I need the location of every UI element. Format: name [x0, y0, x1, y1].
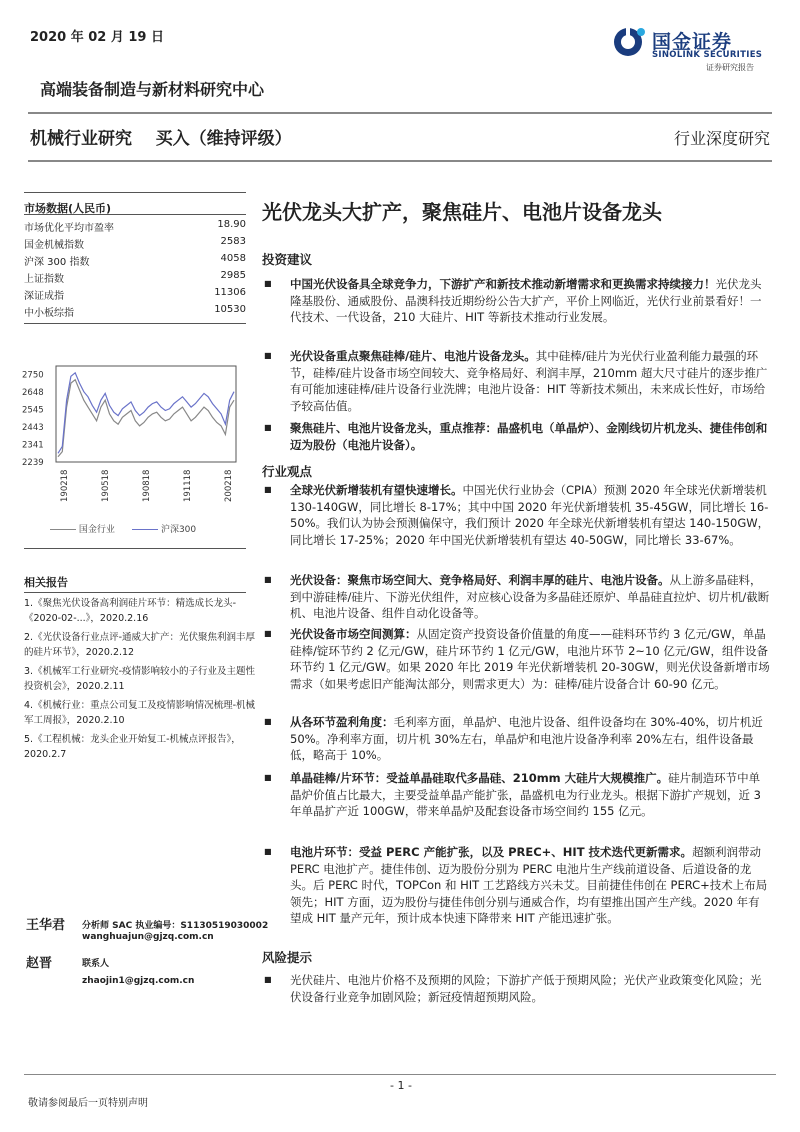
point-bold: 聚焦硅片、电池片设备龙头，重点推荐：晶盛机电（单晶炉）、金刚线切片机龙头、捷佳伟创和迈为股份（电池片设备）。: [290, 421, 768, 452]
related-item[interactable]: 2.《光伏设备行业点评-通威大扩产：光伏聚焦利润丰厚的硅片环节》，2020.2.12: [24, 632, 255, 658]
view-point: [264, 770, 770, 820]
invest-point: [264, 420, 770, 453]
y-tick-label: 2648: [22, 388, 44, 399]
point-bold: 单晶硅棒/片环节：受益单晶硅取代多晶硅、210mm 大硅片大规模推广。: [290, 771, 669, 785]
market-label: 上证指数: [24, 274, 64, 285]
bullet-icon: ■: [264, 717, 272, 726]
market-rule: [24, 214, 246, 215]
section-invest: 投资建议: [262, 252, 313, 267]
logo-name: 国金证券: [652, 31, 733, 53]
y-tick-label: 2341: [22, 440, 44, 451]
point-bold: 光伏设备：聚焦市场空间大、竞争格局好、利润丰厚的硅片、电池片设备。: [290, 573, 670, 587]
point-bold: 从各环节盈利角度：: [290, 715, 394, 729]
legend-label: 国金行业: [78, 525, 115, 535]
contact-role: 联系人: [82, 959, 110, 969]
market-value: 18.90: [217, 219, 246, 230]
index-chart: [22, 360, 248, 520]
chart-rule: [24, 548, 246, 549]
point-text: 从固定资产投资设备价值量的角度——硅料环节约 3 亿元/GW，单晶硅棒/锭环节约 2 亿元/GW，硅片环节约 1 亿元/GW，电池片环节 2~10 亿元/GW，组件设备环节约 1 亿元/GW。如果 2020 年比 2019 年光伏新增装机 20-30GW，则光伏设备新增市场需求（如果考虑旧产能淘汰部分，则需求更大）为：硅棒/硅片设备合计 60-90 亿元。: [290, 627, 770, 691]
point-text: 光伏龙头隆基股份、通威股份、晶澳科技近期纷纷公告大扩产，平价上网临近，光伏行业前景看好！一代技术、一代设备，210 大硅片、HIT 等新技术推动行业发展。: [290, 277, 762, 324]
market-label: 国金机械指数: [24, 240, 84, 251]
plot-frame: [56, 366, 236, 462]
section-risk: 风险提示: [262, 950, 313, 965]
bullet-icon: ■: [264, 575, 272, 584]
x-tick-label: 200218: [224, 469, 234, 502]
point-bold: 全球光伏新增装机有望快速增长。: [290, 483, 463, 497]
related-item[interactable]: 5.《工程机械：龙头企业开始复工-机械点评报告》，2020.2.7: [24, 734, 241, 760]
logo-sub: 证券研究报告: [706, 63, 754, 72]
x-tick-label: 190818: [142, 469, 152, 502]
author-email[interactable]: wanghuajun@gjzq.com.cn: [82, 932, 214, 942]
rating: 机械行业研究 买入（维持评级）: [30, 129, 292, 149]
market-label: 市场优化平均市盈率: [24, 223, 114, 234]
y-tick-label: 2239: [22, 458, 44, 468]
related-item[interactable]: 1.《聚焦光伏设备高利润硅片环节：精选成长龙头-《2020-02-...》，2020.2.16: [24, 598, 236, 624]
market-row: [24, 304, 246, 321]
market-value: 4058: [220, 253, 246, 264]
y-tick-label: 2750: [22, 370, 44, 381]
view-point: [264, 714, 770, 764]
market-label: 沪深 300 指数: [24, 257, 90, 268]
market-value: 2583: [220, 236, 246, 247]
section-view: 行业观点: [262, 464, 313, 479]
contact-name: 赵晋: [26, 956, 53, 971]
market-row: [24, 236, 246, 253]
report-type: 行业深度研究: [673, 129, 770, 148]
point-bold: 中国光伏设备具全球竞争力，下游扩产和新技术推动新增需求和更换需求持续接力！: [290, 277, 716, 291]
risk-text: 光伏硅片、电池片价格不及预期的风险；下游扩产低于预期风险；光伏产业政策变化风险；光伏设备行业竞争加剧风险；新冠疫情超预期风险。: [290, 973, 762, 1004]
header-divider: [28, 112, 772, 114]
x-tick-label: 190218: [60, 469, 70, 502]
related-item[interactable]: 3.《机械军工行业研究-疫情影响较小的子行业及主题性投资机会》，2020.2.11: [24, 666, 255, 692]
point-text: 硅片制造环节中单晶炉价值占比最大，主要受益单晶产能扩张，晶盛机电为行业龙头。根据下游扩产规划，近 3 年单晶扩产近 100GW，带来单晶炉及配套设备市场空间约 155 亿元。: [290, 771, 761, 818]
market-rule-bottom: [24, 323, 246, 324]
view-point: [264, 482, 770, 548]
contact-email[interactable]: zhaojin1@gjzq.com.cn: [82, 976, 195, 986]
bullet-icon: ■: [264, 629, 272, 638]
bullet-icon: ■: [264, 351, 272, 360]
author-name: 王华君: [26, 918, 66, 933]
market-value: 2985: [220, 270, 246, 281]
legend-line-icon: [50, 529, 76, 530]
view-point: [264, 626, 770, 692]
invest-point: [264, 276, 770, 326]
market-label: 深证成指: [24, 291, 64, 302]
x-tick-label: 190518: [101, 469, 111, 502]
bullet-icon: ■: [264, 773, 272, 782]
point-bold: 电池片环节：受益 PERC 产能扩张，以及 PREC+、HIT 技术迭代更新需求。: [290, 845, 693, 859]
market-row: [24, 219, 246, 236]
risk-point: [264, 972, 770, 1005]
author-role: 分析师 SAC 执业编号：S1130519030002: [82, 921, 269, 931]
report-date: 2020 年 02 月 19 日: [30, 30, 164, 45]
page-number: - 1 -: [390, 1079, 412, 1092]
y-tick-label: 2443: [22, 423, 44, 434]
bullet-icon: ■: [264, 279, 272, 288]
bullet-icon: ■: [264, 975, 272, 984]
market-title: 市场数据(人民币): [24, 202, 112, 215]
point-text: 其中硅棒/硅片为光伏行业盈利能力最强的环节，硅棒/硅片设备市场空间较大、竞争格局好、利润丰厚，210mm 超大尺寸硅片的逐步推广有可能加速硅棒/硅片设备行业洗牌；电池片设备：HIT 等新技术频出，未来成长性好，市场给予较高估值。: [290, 349, 768, 413]
series-line: [58, 373, 234, 454]
x-tick-label: 191118: [183, 469, 193, 502]
point-text: 毛利率方面，单晶炉、电池片设备、组件设备均在 30%-40%，切片机近 50%。净利率方面，切片机 30%左右，单晶炉和电池片设备净利率 20%左右，组件设备最低，略高于 10%。: [290, 715, 763, 762]
market-value: 10530: [214, 304, 246, 315]
header-divider-2: [28, 160, 772, 162]
legend-line-icon: [132, 529, 158, 530]
bullet-icon: ■: [264, 847, 272, 856]
footer-note: 敬请参阅最后一页特别声明: [28, 1098, 148, 1109]
point-text: 从上游多晶硅料，到中游硅棒/硅片、下游光伏组件，对应核心设备为多晶硅还原炉、单晶硅直拉炉、切片机/截断机、电池片设备、组件自动化设备等。: [290, 573, 770, 620]
invest-point: [264, 348, 770, 414]
point-bold: 光伏设备市场空间测算：: [290, 627, 417, 641]
related-item[interactable]: 4.《机械行业：重点公司复工及疫情影响情况梳理-机械军工周报》，2020.2.10: [24, 700, 255, 726]
market-row: [24, 270, 246, 287]
market-row: [24, 287, 246, 304]
view-point: [264, 844, 770, 927]
bullet-icon: ■: [264, 423, 272, 432]
y-tick-label: 2545: [22, 405, 44, 416]
related-rule: [24, 592, 246, 593]
market-row: [24, 253, 246, 270]
market-rule-top: [24, 192, 246, 193]
point-text: 中国光伏行业协会（CPIA）预测 2020 年全球光伏新增装机 130-140GW，同比增长 8-17%；其中中国 2020 年光伏新增装机 35-45GW，同比增长 16-50%。我们认为协会预测偏保守，我们预计 2020 年全球光伏新增装机有望达 140-150GW，同比增长 17-25%；2020 年中国光伏新增装机有望达 40-50GW，同比增长 33-67%。: [290, 483, 770, 547]
point-bold: 光伏设备重点聚焦硅棒/硅片、电池片设备龙头。: [290, 349, 536, 363]
report-title: 光伏龙头大扩产，聚焦硅片、电池片设备龙头: [262, 200, 662, 224]
related-title: 相关报告: [24, 576, 68, 589]
chart-legend: [50, 522, 196, 535]
research-center: 高端装备制造与新材料研究中心: [40, 80, 265, 99]
logo-en: SINOLINK SECURITIES: [652, 50, 763, 60]
market-value: 11306: [214, 287, 246, 298]
series-line: [58, 380, 234, 457]
bullet-icon: ■: [264, 485, 272, 494]
point-text: 超额利润带动 PERC 电池扩产。捷佳伟创、迈为股份分别为 PERC 电池片生产线前道设备、后道设备的龙头。后 PERC 时代，TOPCon 和 HIT 工艺路线方兴未艾。目前捷佳伟创在 PERC+技术上布局领先；HIT 方面，迈为股份与捷佳伟创分别与通威合作，均有望推出国产生产线。2020 年有望成 HIT 量产元年，预计成本快速下降带来 HIT 产能迅速扩张。: [290, 845, 768, 925]
legend-label: 沪深300: [160, 525, 197, 535]
view-point: [264, 572, 770, 622]
footer-divider: [24, 1074, 776, 1075]
market-label: 中小板综指: [24, 308, 74, 319]
